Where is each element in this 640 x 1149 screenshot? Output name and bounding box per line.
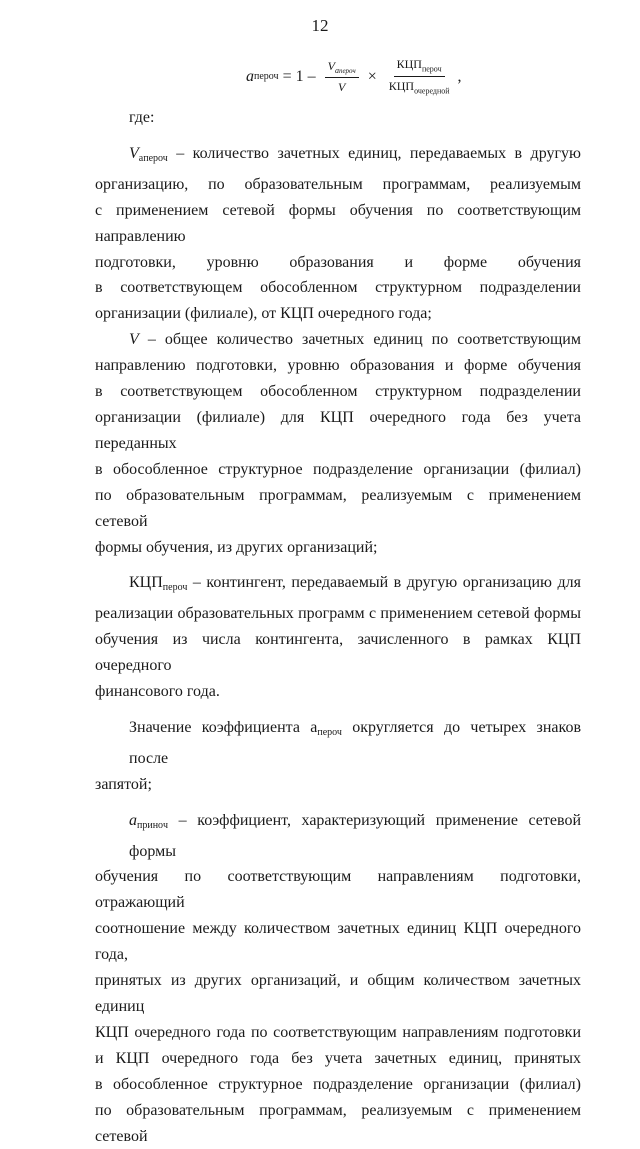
p2-line-1-text: – общее количество зачетных единиц по соответствующим: [147, 331, 581, 349]
p4-line-2: запятой;: [95, 775, 152, 793]
p1-symbol: V: [129, 144, 139, 162]
p3-line-4: финансового года.: [95, 683, 220, 701]
p2-line-1: [95, 327, 581, 353]
p5-line-5: КЦП очередного года по соответствующим направлениям подготовки: [95, 1023, 581, 1041]
formula-fraction-2: [386, 58, 453, 96]
p4-sub: пероч: [317, 726, 342, 738]
p5-line-2: обучения по соответствующим направлениям подготовки, отражающий: [95, 868, 581, 912]
p5-symbol: a: [129, 811, 137, 829]
p3-line-1-text: – контингент, передаваемый в другую организацию для: [192, 574, 582, 592]
formula: [246, 58, 462, 96]
p2-line-5: в обособленное структурное подразделение организации (филиал): [95, 460, 581, 478]
p5-symbol-sub: принoч: [137, 819, 169, 831]
p3-symbol-sub: пероч: [162, 582, 188, 594]
p1-line-4: подготовки, уровню образования и форме обучения: [95, 253, 581, 271]
p1-line-6: организации (филиале), от КЦП очередного года;: [95, 305, 432, 323]
p4-text-a: Значение коэффициента a: [129, 718, 318, 736]
formula-fraction-1: [325, 60, 359, 94]
p3-line-1: [95, 570, 581, 601]
p5-line-4: принятых из других организаций, и общим количеством зачетных единиц: [95, 972, 581, 1015]
frac2-num: КЦП: [396, 57, 422, 71]
p3-symbol: КЦП: [129, 574, 163, 592]
p4-text-b: округляется до четырех знаков после: [129, 718, 581, 767]
p3-line-3: обучения из числа контингента, зачисленного в рамках КЦП очередного: [95, 631, 581, 675]
p2-symbol: V: [129, 331, 139, 349]
frac1-num-subsub: пероч: [338, 66, 356, 75]
p2-line-2: направлению подготовки, уровню образования и форме обучения: [95, 357, 581, 375]
frac2-den-sub: очередной: [414, 86, 450, 96]
p2-line-3: в соответствующем обособленном структурном подразделении: [95, 383, 581, 401]
p2-line-4: организации (филиале) для КЦП очередного года без учета переданных: [95, 408, 581, 452]
frac2-num-sub: пероч: [421, 64, 442, 74]
formula-lhs-symbol: a: [246, 67, 254, 85]
formula-trailing-comma: ,: [457, 67, 462, 85]
where-label: где:: [129, 109, 155, 126]
p5-line-7: в обособленное структурное подразделение организации (филиал): [95, 1075, 581, 1093]
p1-symbol-sub: aпероч: [138, 152, 168, 164]
p1-line-5: в соответствующем обособленном структурном подразделении: [95, 279, 581, 297]
formula-times: ×: [367, 67, 377, 85]
p1-line-1: [95, 141, 581, 172]
p5-line-6: и КЦП очередного года без учета зачетных единиц, принятых: [95, 1049, 581, 1067]
frac1-den: V: [337, 80, 346, 95]
formula-lhs-sub: пероч: [254, 71, 279, 83]
p2-line-7: формы обучения, из других организаций;: [95, 538, 378, 556]
p4-line-1: [95, 715, 581, 772]
p1-line-3: с применением сетевой формы обучения по соответствующим направлению: [95, 201, 581, 245]
p5-line-3: соотношение между количеством зачетных единиц КЦП очередного года,: [95, 920, 581, 964]
p5-line-8: по образовательным программам, реализуемым с применением сетевой: [95, 1101, 581, 1145]
p3-line-2: реализации образовательных программ с применением сетевой формы: [95, 605, 581, 623]
frac1-num: V: [327, 58, 335, 73]
p5-line-1-text: – коэффициент, характеризующий применение сетевой формы: [129, 811, 582, 860]
p5-line-1: [95, 808, 581, 865]
frac2-den: КЦП: [388, 78, 415, 93]
formula-equals: = 1 –: [282, 67, 316, 85]
p1-line-2: организацию, по образовательным программам, реализуемым: [95, 175, 581, 193]
page-number: 12: [311, 16, 329, 35]
p1-line-1-text: – количество зачетных единиц, передаваемых в другую: [176, 144, 582, 162]
frac1-num-sub: a: [334, 65, 339, 75]
p2-line-6: по образовательным программам, реализуемым с применением сетевой: [95, 486, 581, 530]
body-text: [95, 105, 581, 1149]
